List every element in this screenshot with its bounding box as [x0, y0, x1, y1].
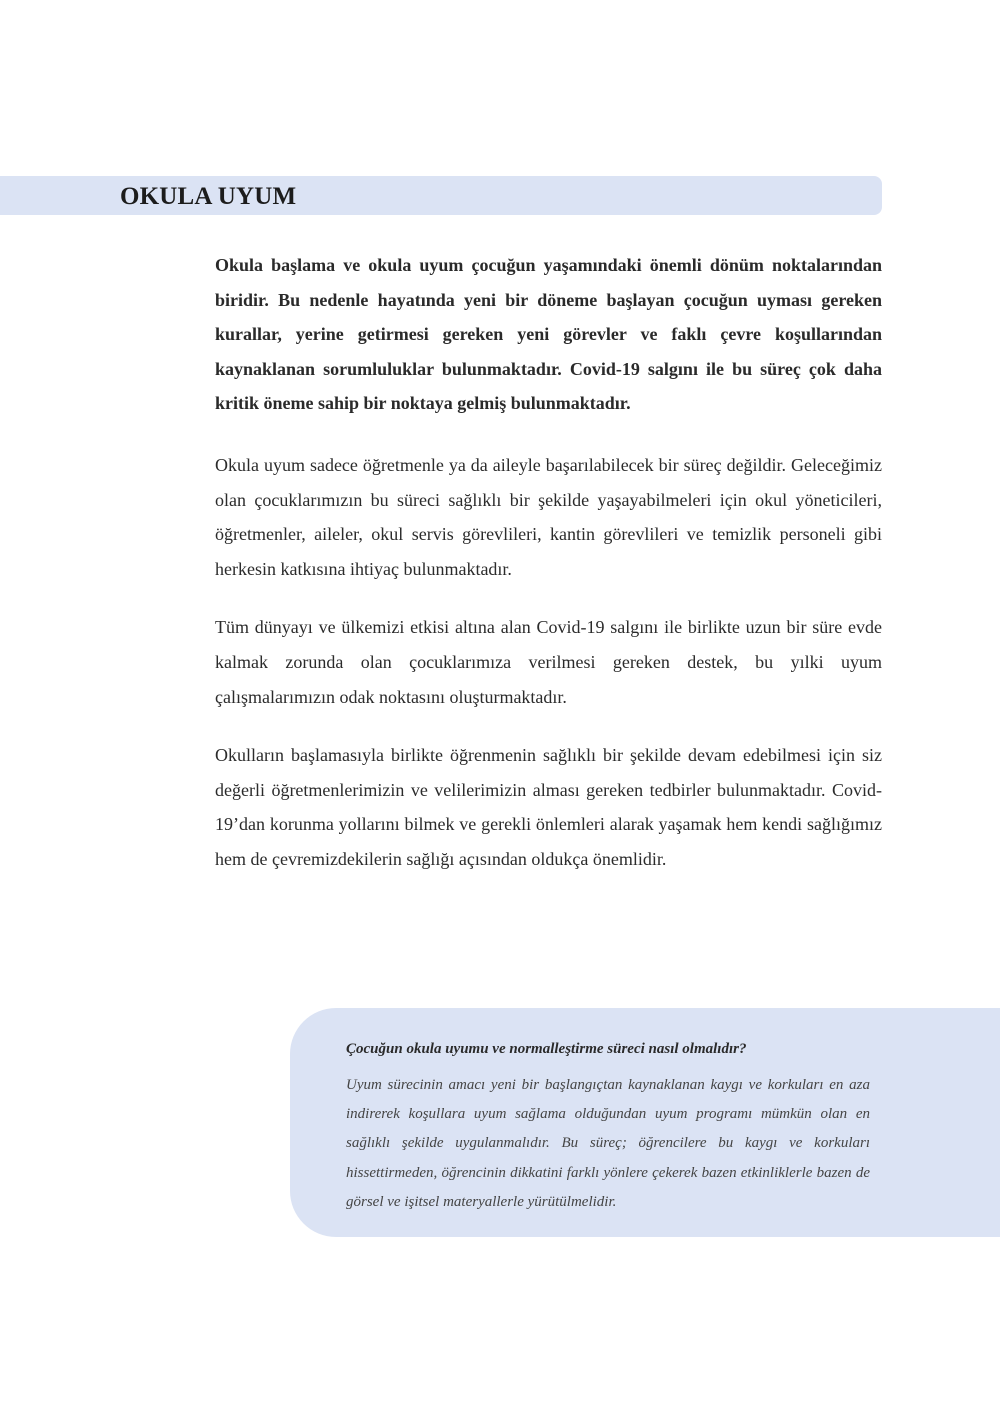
info-box-content [346, 1038, 870, 1217]
page-title: OKULA UYUM [120, 183, 297, 210]
intro-paragraph: Okula başlama ve okula uyum çocuğun yaşamındaki önemli dönüm noktalarından biridir. Bu nedenle hayatında yeni bir döneme başlayan çocuğun uyması gereken kurallar, yerine getirmesi gereken yeni görevler ve faklı çevre koşullarından kaynaklanan sorumluluklar bulunmaktadır. Covid-19 salgını ile bu süreç çok daha kritik öneme sahip bir noktaya gelmiş bulunmaktadır. [215, 255, 882, 414]
info-box-answer: Uyum sürecinin amacı yeni bir başlangıçtan kaynaklanan kaygı ve korkuları en aza indirerek koşullara uyum sağlama olduğundan uyum programı mümkün olan en sağlıklı şekilde uygulanmalıdır. Bu süreç; öğrencilere bu kaygı ve korkuları hissettirmeden, öğrencinin dikkatini farklı yönlere çekerek bazen etkinliklerle bazen de görsel ve işitsel materyallerle yürütülmelidir. [346, 1077, 870, 1210]
info-box-question: Çocuğun okula uyumu ve normalleştirme süreci nasıl olmalıdır? [346, 1041, 747, 1057]
body-paragraph: Okula uyum sadece öğretmenle ya da aileyle başarılabilecek bir süreç değildir. Geleceğimiz olan çocuklarımızın bu süreci sağlıklı bir şekilde yaşayabilmeleri için okul yöneticileri, öğretmenler, aileler, okul servis görevlileri, kantin görevlileri ve temizlik personeli gibi herkesin katkısına ihtiyaç bulunmaktadır. [215, 454, 882, 579]
body-paragraph: Okulların başlamasıyla birlikte öğrenmenin sağlıklı bir şekilde devam edebilmesi için siz değerli öğretmenlerimizin ve velilerimizin alması gereken tedbirler bulunmaktadır. Covid-19’dan korunma yollarını bilmek ve gerekli önlemleri alarak yaşamak hem kendi sağlığımız hem de çevremizdekilerin sağlığı açısından oldukça önemlidir. [215, 745, 882, 869]
info-box [290, 1008, 1000, 1237]
body-paragraph: Tüm dünyayı ve ülkemizi etkisi altına alan Covid-19 salgını ile birlikte uzun bir süre evde kalmak zorunda olan çocuklarımıza verilmesi gereken destek, bu yılki uyum çalışmalarımızın odak noktasını oluşturmaktadır. [215, 617, 882, 707]
main-content [215, 248, 882, 901]
